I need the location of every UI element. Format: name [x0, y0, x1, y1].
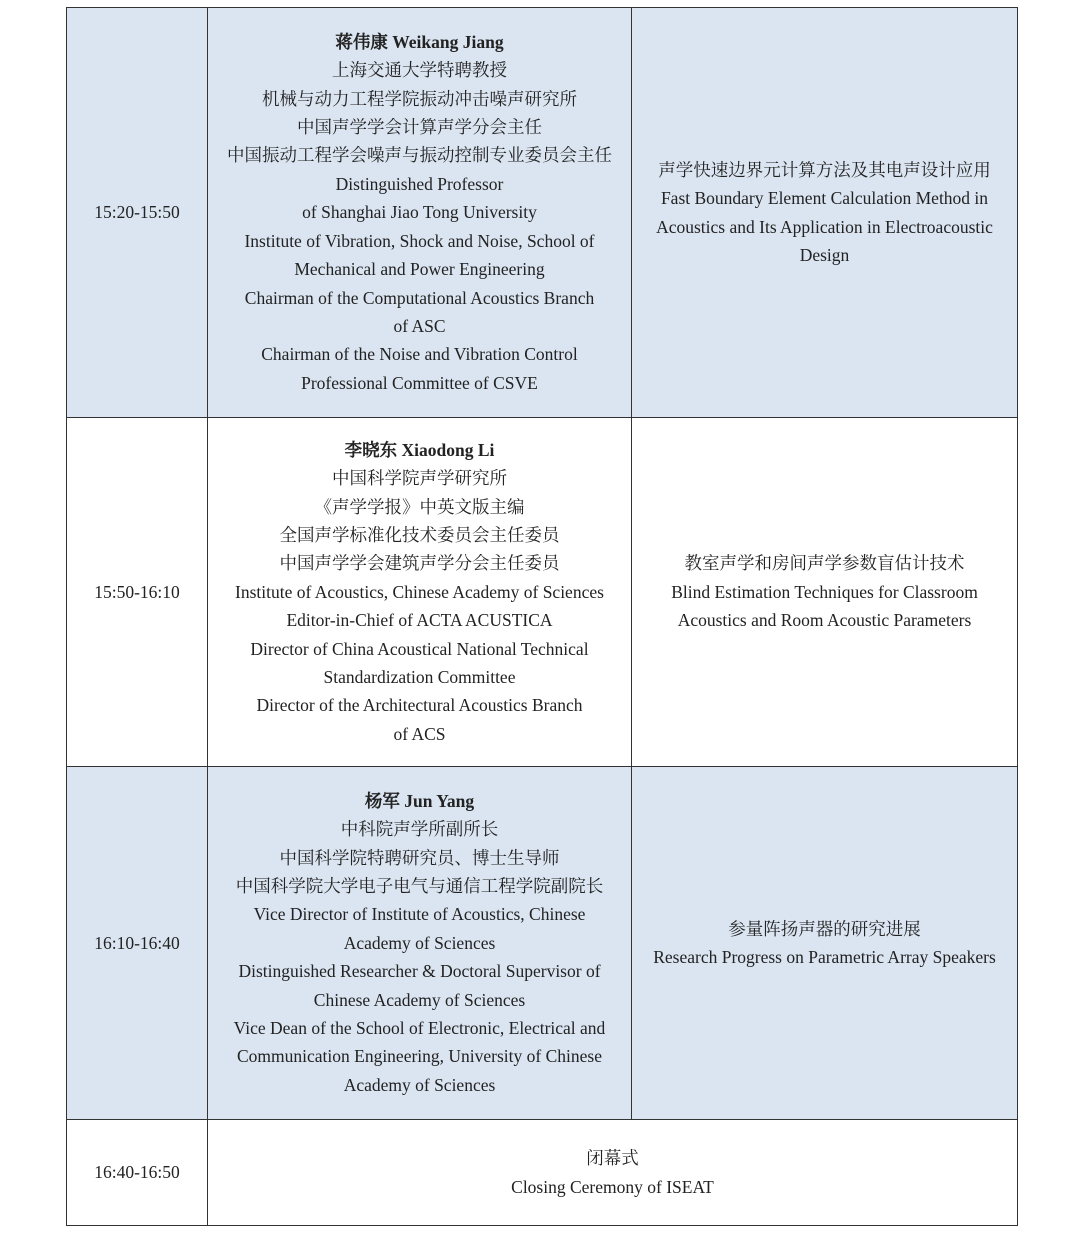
- speaker-detail: Chinese Academy of Sciences: [313, 989, 526, 1010]
- speaker-detail: Chairman of the Computational Acoustics Branch: [244, 287, 595, 308]
- speaker-detail: Academy of Sciences: [343, 1074, 496, 1095]
- speaker-detail: Director of China Acoustical National Technical: [250, 638, 589, 659]
- speaker-detail: 中国科学院声学研究所: [332, 468, 507, 489]
- session-time: 15:20-15:50: [94, 202, 180, 223]
- speaker-detail: Academy of Sciences: [343, 932, 496, 953]
- speaker-detail: Director of the Architectural Acoustics Branch: [256, 695, 583, 716]
- speaker-detail: Professional Committee of CSVE: [301, 372, 538, 393]
- topic-cell: [632, 418, 1018, 767]
- speaker-detail: Communication Engineering, University of Chinese: [236, 1046, 602, 1067]
- speaker-cell: [208, 418, 632, 767]
- session-row: [67, 767, 1018, 1120]
- speaker-name: 蒋伟康 Weikang Jiang: [335, 31, 504, 52]
- speaker-name: 李晓东 Xiaodong Li: [344, 439, 495, 460]
- closing-cell: [208, 1120, 1018, 1226]
- speaker-name: 杨军 Jun Yang: [364, 790, 475, 811]
- topic-cell: [632, 767, 1018, 1120]
- closing-title-zh: 闭幕式: [586, 1148, 639, 1169]
- session-time-cell: [67, 767, 208, 1120]
- speaker-detail: Editor-in-Chief of ACTA ACUSTICA: [286, 610, 553, 631]
- speaker-detail: 中国科学院特聘研究员、博士生导师: [279, 847, 560, 868]
- closing-time-cell: [67, 1120, 208, 1226]
- topic-title-zh: 教室声学和房间声学参数盲估计技术: [684, 553, 965, 574]
- speaker-detail: of Shanghai Jiao Tong University: [302, 202, 537, 223]
- speaker-detail: Distinguished Researcher & Doctoral Supervisor of: [238, 961, 601, 982]
- speaker-detail: 中科院声学所副所长: [340, 819, 499, 840]
- topic-title-zh: 参量阵扬声器的研究进展: [728, 918, 921, 939]
- topic-title-en: Research Progress on Parametric Array Speakers: [653, 947, 996, 967]
- speaker-detail: of ASC: [393, 315, 446, 336]
- session-row: [67, 418, 1018, 767]
- topic-cell: [632, 8, 1018, 418]
- topic-title-en: Acoustics and Its Application in Electroacoustic: [656, 216, 993, 237]
- topic-title-en: Acoustics and Room Acoustic Parameters: [677, 610, 972, 631]
- speaker-cell: [208, 8, 632, 418]
- closing-row: [67, 1120, 1018, 1226]
- speaker-detail: Vice Dean of the School of Electronic, Electrical and: [233, 1018, 606, 1039]
- speaker-detail: Mechanical and Power Engineering: [294, 259, 545, 280]
- speaker-detail: 中国声学学会计算声学分会主任: [297, 117, 542, 138]
- session-time-cell: [67, 418, 208, 767]
- topic-title-zh: 声学快速边界元计算方法及其电声设计应用: [658, 159, 991, 180]
- topic-title-en: Design: [799, 244, 850, 265]
- topic-title-en: Blind Estimation Techniques for Classroom: [671, 581, 978, 602]
- speaker-detail: Institute of Acoustics, Chinese Academy of Sciences: [235, 581, 604, 602]
- closing-title-en: Closing Ceremony of ISEAT: [511, 1176, 714, 1197]
- speaker-detail: Standardization Committee: [323, 667, 516, 688]
- speaker-detail: Vice Director of Institute of Acoustics, Chinese: [253, 904, 586, 925]
- speaker-detail: 中国振动工程学会噪声与振动控制专业委员会主任: [227, 145, 612, 166]
- session-time: 15:50-16:10: [94, 581, 180, 602]
- speaker-detail: Chairman of the Noise and Vibration Control: [261, 344, 578, 365]
- session-time: 16:10-16:40: [94, 932, 180, 953]
- speaker-detail: Distinguished Professor: [335, 173, 504, 194]
- speaker-cell: [208, 767, 632, 1120]
- session-time-cell: [67, 8, 208, 418]
- session-row: [67, 8, 1018, 418]
- topic-title-en: Fast Boundary Element Calculation Method in: [660, 188, 989, 209]
- speaker-detail: 中国声学学会建筑声学分会主任委员: [279, 553, 560, 574]
- speaker-detail: of ACS: [393, 723, 446, 744]
- speaker-detail: 《声学学报》中英文版主编: [314, 496, 525, 517]
- speaker-detail: Institute of Vibration, Shock and Noise, School of: [244, 230, 595, 251]
- speaker-detail: 机械与动力工程学院振动冲击噪声研究所: [262, 88, 577, 109]
- closing-time: 16:40-16:50: [94, 1162, 180, 1183]
- speaker-detail: 上海交通大学特聘教授: [332, 60, 507, 81]
- speaker-detail: 全国声学标准化技术委员会主任委员: [279, 524, 560, 545]
- speaker-detail: 中国科学院大学电子电气与通信工程学院副院长: [235, 875, 604, 896]
- schedule-table: [66, 7, 1018, 1226]
